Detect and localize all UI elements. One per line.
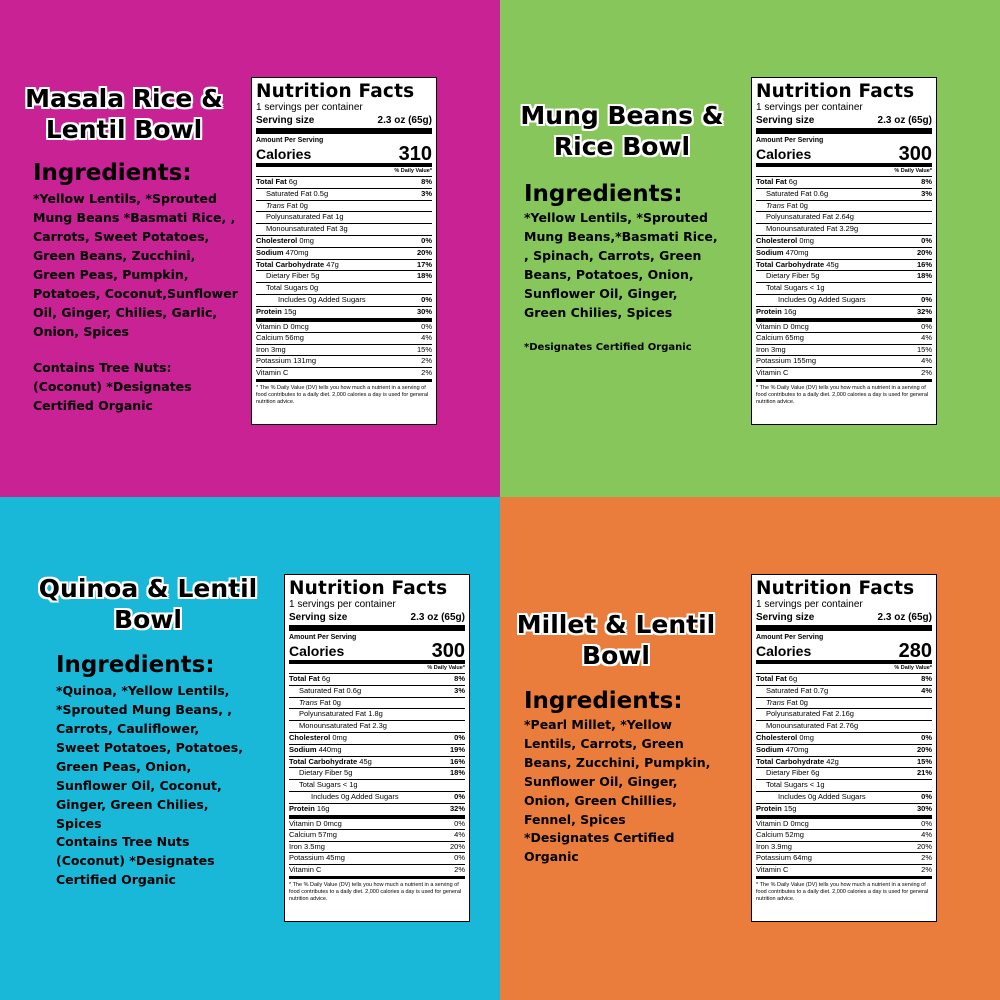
nutrient-name: Monounsaturated Fat [766, 224, 838, 234]
nutrient-name: Dietary Fiber [766, 271, 809, 281]
trans-fat-row: Trans Fat 0g [756, 201, 932, 213]
nutrient-amount: 45g [824, 259, 839, 269]
calories-row: Calories 310 [256, 143, 432, 165]
calories-row: Calories 300 [289, 640, 465, 662]
nutrient-dv: 0% [921, 321, 932, 331]
nutrient-dv: 2% [421, 367, 432, 377]
servings-per-container: 1 servings per container [756, 599, 863, 610]
saturated-fat-row [756, 686, 932, 698]
nutrient-amount: 65mg [783, 333, 804, 343]
product-panel-quinoa [0, 497, 500, 1000]
vitamin-d-row [289, 819, 465, 831]
serving-size: Serving size 2.3 oz (65g) [756, 114, 932, 134]
nutrient-dv: 0% [454, 732, 465, 742]
nutrient-dv: 8% [921, 177, 932, 186]
nutrient-dv: 19% [449, 744, 465, 754]
nutrient-name: Iron [256, 344, 269, 354]
nutrient-name: Iron [289, 841, 302, 851]
daily-value-footnote: * The % Daily Value (DV) tells you how much a nutrient in a serving of food contributes to a daily diet. 2,000 calories a day is used for general nutrition advice. [756, 384, 929, 405]
protein-row [756, 804, 932, 819]
nutrient-dv: 4% [921, 356, 932, 366]
serving-size: Serving size 2.3 oz (65g) [756, 611, 932, 631]
nutrient-dv: 16% [449, 756, 465, 766]
nutrient-name: Total Carbohydrate [756, 756, 825, 766]
nutrient-name: Calcium [289, 830, 317, 840]
serving-size: Serving size 2.3 oz (65g) [256, 114, 432, 134]
nutrient-name: Polyunsaturated Fat [266, 212, 334, 222]
total-sugars-row [756, 283, 932, 295]
sodium-row [756, 248, 932, 260]
nutrient-amount: 2.76g [837, 721, 859, 731]
servings-per-container: 1 servings per container [756, 102, 863, 113]
nutrient-amount: 0.5g [311, 188, 329, 198]
nutrient-dv: 0% [421, 321, 432, 331]
organic-note: *Designates Certified Organic [524, 342, 692, 353]
vitamin-d-row [256, 322, 432, 334]
nutrient-dv: 4% [921, 333, 932, 343]
trans-fat-row: Trans Fat 0g [756, 698, 932, 710]
nutrient-name: Protein [756, 306, 782, 316]
iron-row [256, 345, 432, 357]
potassium-row [756, 356, 932, 368]
nutrient-amount: 5g [341, 768, 353, 778]
nutrient-name: Sodium [289, 744, 317, 754]
sodium-row [256, 248, 432, 260]
nutrient-amount: 57mg [316, 830, 337, 840]
trans-fat-row: Trans Fat 0g [256, 201, 432, 213]
daily-value-header: % Daily Value* [756, 664, 932, 674]
nutrient-name: Polyunsaturated Fat [766, 709, 834, 719]
nutrient-dv: 16% [916, 259, 932, 269]
nutrient-amount: 0.7g [811, 685, 829, 695]
nutrient-dv: 30% [916, 803, 932, 813]
allergen-note: Contains Tree Nuts (Coconut) *Designates Certified Organic [56, 834, 215, 887]
nutrient-dv: 0% [454, 853, 465, 863]
nutrient-name: Vitamin C [289, 864, 322, 874]
nutrient-name: Total Sugars [266, 283, 308, 293]
vitamin-c-row [256, 368, 432, 382]
nutrient-name: Monounsaturated Fat [266, 224, 338, 234]
nutrient-amount: < 1g [807, 283, 825, 293]
vitamin-d-row [756, 819, 932, 831]
organic-note: *Designates Certified Organic [524, 830, 675, 864]
nutrient-amount: 0.6g [811, 188, 829, 198]
nutrient-amount: 0mg [797, 732, 814, 742]
product-title: Mung Beans & Rice Bowl [520, 101, 724, 161]
vitamin-c-row [756, 865, 932, 879]
nutrient-name: Vitamin D [756, 321, 789, 331]
nutrient-dv: 8% [454, 674, 465, 683]
vitamin-c-row [289, 865, 465, 879]
product-title: Quinoa & Lentil Bowl [38, 574, 258, 634]
nutrient-name: Cholesterol [256, 235, 298, 245]
total-fat-row [756, 177, 932, 189]
monounsaturated-fat-row [289, 721, 465, 733]
nutrient-amount: 155mg [791, 356, 817, 366]
total-carbohydrate-row [289, 757, 465, 769]
amount-per-serving: Amount Per Serving [756, 137, 824, 144]
nutrient-dv: 2% [921, 367, 932, 377]
nutrient-dv: 0% [454, 818, 465, 828]
nutrient-name: Vitamin D [289, 818, 322, 828]
nutrient-name: Sodium [756, 247, 784, 257]
total-sugars-row [756, 780, 932, 792]
nutrient-dv: 3% [454, 685, 465, 695]
cholesterol-row [756, 733, 932, 745]
nutrition-facts-title: Nutrition Facts [289, 578, 448, 599]
cholesterol-row [256, 236, 432, 248]
total-fat-row [289, 674, 465, 686]
total-carbohydrate-row [756, 757, 932, 769]
nutrient-amount: 3mg [768, 344, 786, 354]
nutrient-amount: 16g [314, 803, 330, 813]
nutrient-name: Protein [289, 803, 315, 813]
nutrient-amount: 15g [781, 803, 797, 813]
nutrient-amount: 5g [308, 271, 320, 281]
nutrition-facts-title: Nutrition Facts [756, 81, 915, 102]
potassium-row [756, 853, 932, 865]
nutrient-dv: 20% [416, 247, 432, 257]
nutrient-dv: 8% [421, 177, 432, 186]
nutrient-dv: 2% [454, 864, 465, 874]
calories-value: 300 [898, 143, 932, 165]
protein-row [289, 804, 465, 819]
nutrient-name: Total Carbohydrate [256, 259, 325, 269]
product-panel-masala [0, 0, 500, 497]
nutrient-name: Total Carbohydrate [289, 756, 358, 766]
nutrient-name: Total Fat [756, 674, 787, 683]
nutrient-amount: 3.5mg [301, 841, 325, 851]
serving-size: Serving size 2.3 oz (65g) [289, 611, 465, 631]
nutrient-name: Polyunsaturated Fat [299, 709, 367, 719]
calories-row: Calories 300 [756, 143, 932, 165]
nutrient-amount: 6g [286, 177, 298, 186]
nutrient-dv: 32% [449, 803, 465, 813]
polyunsaturated-fat-row [289, 709, 465, 721]
nutrient-amount: 0mcg [288, 321, 309, 331]
total-sugars-row [256, 283, 432, 295]
nutrient-name: Dietary Fiber [266, 271, 309, 281]
nutrient-dv: 30% [416, 306, 432, 316]
nutrient-amount: 3.9mg [768, 841, 792, 851]
nutrient-amount: 2.16g [833, 709, 854, 719]
product-panel-millet [500, 497, 1000, 1000]
nutrient-name: Sodium [756, 744, 784, 754]
nutrient-name: Cholesterol [289, 732, 331, 742]
product-title: Millet & Lentil Bowl [516, 610, 716, 670]
nutrient-name: Potassium [256, 356, 292, 366]
nutrient-amount: 64mg [791, 853, 812, 863]
ingredients-text: *Quinoa, *Yellow Lentils, *Sprouted Mung Beans, , Carrots, Cauliflower, Sweet Potatoes, Potatoes, Green Peas, Onion, Sunflower Oil, Coconut, Ginger, Green Chilies, Spices [56, 683, 243, 831]
nutrient-amount: 2.64g [833, 212, 854, 222]
nutrient-dv: 18% [449, 768, 465, 778]
product-title: Masala Rice & Lentil Bowl [25, 84, 223, 144]
calories-row: Calories 280 [756, 640, 932, 662]
nutrient-amount: 131mg [291, 356, 317, 366]
nutrient-amount: 3.29g [837, 224, 859, 234]
nutrient-name: Calcium [756, 830, 784, 840]
saturated-fat-row [256, 189, 432, 201]
polyunsaturated-fat-row [756, 212, 932, 224]
nutrient-dv: 0% [921, 235, 932, 245]
product-panel-mung-beans [500, 0, 1000, 497]
nutrient-name: Dietary Fiber [766, 768, 809, 778]
protein-row [256, 307, 432, 322]
nutrient-name: Saturated Fat [766, 188, 812, 198]
servings-per-container: 1 servings per container [256, 102, 363, 113]
nutrient-amount: 0mg [797, 235, 814, 245]
nutrient-name: Cholesterol [756, 235, 798, 245]
nutrient-name: Iron [756, 841, 769, 851]
dietary-fiber-row [756, 271, 932, 283]
protein-row [756, 307, 932, 322]
iron-row [289, 842, 465, 854]
nutrient-name: Vitamin D [756, 818, 789, 828]
nutrient-dv: 4% [421, 333, 432, 343]
servings-per-container: 1 servings per container [289, 599, 396, 610]
nutrient-dv: 3% [421, 188, 432, 198]
nutrient-amount: 2.3g [370, 721, 387, 731]
nutrient-amount: 0mg [330, 732, 347, 742]
dietary-fiber-row [756, 768, 932, 780]
nutrient-amount: 56mg [283, 333, 304, 343]
daily-value-footnote: * The % Daily Value (DV) tells you how much a nutrient in a serving of food contributes to a daily diet. 2,000 calories a day is used for general nutrition advice. [256, 384, 429, 405]
nutrient-name: Total Fat [256, 177, 287, 186]
nutrient-dv: 8% [921, 674, 932, 683]
amount-per-serving: Amount Per Serving [289, 634, 357, 641]
sodium-row [756, 745, 932, 757]
nutrient-name: Vitamin C [256, 367, 289, 377]
nutrient-dv: 4% [921, 685, 932, 695]
potassium-row [289, 853, 465, 865]
nutrient-amount: 42g [824, 756, 839, 766]
calories-value: 310 [398, 143, 432, 165]
nutrient-amount: 6g [786, 177, 798, 186]
nutrition-facts-title: Nutrition Facts [756, 578, 915, 599]
nutrient-name: Polyunsaturated Fat [766, 212, 834, 222]
nutrient-amount: 0.6g [344, 685, 362, 695]
nutrition-label [284, 574, 470, 922]
allergen-note: Contains Tree Nuts: (Coconut) *Designates Certified Organic [33, 360, 192, 413]
nutrient-name: Total Sugars [299, 780, 341, 790]
daily-value-header: % Daily Value* [256, 167, 432, 177]
nutrient-dv: 0% [921, 732, 932, 742]
nutrition-facts-title: Nutrition Facts [256, 81, 415, 102]
total-fat-row [756, 674, 932, 686]
calories-value: 280 [898, 640, 932, 662]
trans-fat-row: Trans Fat 0g [289, 698, 465, 710]
nutrient-dv: 20% [449, 841, 465, 851]
nutrient-amount: 15g [281, 306, 297, 316]
added-sugars-row: Includes 0g Added Sugars 0% [756, 792, 932, 804]
polyunsaturated-fat-row [756, 709, 932, 721]
nutrient-name: Vitamin C [756, 864, 789, 874]
vitamin-c-row [756, 368, 932, 382]
nutrient-amount: 6g [808, 768, 820, 778]
nutrient-dv: 3% [921, 188, 932, 198]
nutrient-name: Vitamin D [256, 321, 289, 331]
total-fat-row [256, 177, 432, 189]
nutrient-name: Protein [256, 306, 282, 316]
daily-value-header: % Daily Value* [756, 167, 932, 177]
nutrition-label [751, 574, 937, 922]
nutrient-name: Total Sugars [766, 283, 808, 293]
nutrient-name: Total Fat [289, 674, 320, 683]
nutrient-name: Iron [756, 344, 769, 354]
nutrient-amount: 6g [319, 674, 331, 683]
nutrient-dv: 15% [916, 344, 932, 354]
vitamin-d-row [756, 322, 932, 334]
nutrient-amount: 0mg [297, 235, 314, 245]
nutrient-name: Total Fat [756, 177, 787, 186]
nutrient-amount: 470mg [283, 247, 309, 257]
nutrient-dv: 0% [421, 235, 432, 245]
calcium-row [756, 333, 932, 345]
added-sugars-row: Includes 0g Added Sugars 0% [256, 295, 432, 307]
nutrient-amount: 0g [307, 283, 319, 293]
nutrient-dv: 18% [416, 271, 432, 281]
cholesterol-row [289, 733, 465, 745]
added-sugars-row: Includes 0g Added Sugars 0% [289, 792, 465, 804]
nutrient-amount: 0mcg [321, 818, 342, 828]
nutrient-amount: 3g [337, 224, 348, 234]
nutrient-amount: 470mg [783, 744, 809, 754]
nutrient-dv: 17% [416, 259, 432, 269]
ingredients-heading: Ingredients: [524, 688, 683, 714]
calories-value: 300 [431, 640, 465, 662]
nutrient-amount: 1g [333, 212, 344, 222]
potassium-row [256, 356, 432, 368]
nutrient-amount: 52mg [783, 830, 804, 840]
nutrient-dv: 20% [916, 247, 932, 257]
nutrient-amount: 0mcg [788, 818, 809, 828]
nutrient-dv: 4% [454, 830, 465, 840]
nutrient-name: Dietary Fiber [299, 768, 342, 778]
amount-per-serving: Amount Per Serving [756, 634, 824, 641]
ingredients-text: *Yellow Lentils, *Sprouted Mung Beans,*Basmati Rice, , Spinach, Carrots, Green Beans, Potatoes, Onion, Sunflower Oil, Ginger, Green Chilies, Spices [524, 210, 718, 320]
dietary-fiber-row [289, 768, 465, 780]
iron-row [756, 842, 932, 854]
nutrient-name: Saturated Fat [266, 188, 312, 198]
nutrient-name: Total Sugars [766, 780, 808, 790]
nutrient-name: Calcium [256, 333, 284, 343]
nutrient-dv: 15% [416, 344, 432, 354]
daily-value-header: % Daily Value* [289, 664, 465, 674]
nutrient-name: Potassium [756, 853, 792, 863]
nutrient-amount: 6g [786, 674, 798, 683]
nutrient-amount: 1.8g [366, 709, 383, 719]
nutrient-name: Sodium [256, 247, 284, 257]
nutrient-dv: 20% [916, 841, 932, 851]
nutrient-amount: 5g [808, 271, 820, 281]
nutrient-dv: 20% [916, 744, 932, 754]
nutrient-name: Vitamin C [756, 367, 789, 377]
nutrient-name: Potassium [756, 356, 792, 366]
nutrient-name: Monounsaturated Fat [299, 721, 371, 731]
calcium-row [756, 830, 932, 842]
nutrition-label [751, 77, 937, 425]
nutrient-name: Cholesterol [756, 732, 798, 742]
nutrient-amount: 47g [324, 259, 339, 269]
nutrient-name: Potassium [289, 853, 325, 863]
sodium-row [289, 745, 465, 757]
ingredients-text: *Yellow Lentils, *Sprouted Mung Beans *Basmati Rice, , Carrots, Sweet Potatoes, Green Beans, Zucchini, Green Peas, Pumpkin, Potatoes, Coconut,Sunflower Oil, Ginger, Chilies, Garlic, Onion, Spices [33, 191, 238, 339]
nutrient-amount: 16g [781, 306, 797, 316]
nutrient-name: Monounsaturated Fat [766, 721, 838, 731]
nutrient-amount: 3mg [268, 344, 286, 354]
ingredients-heading: Ingredients: [524, 181, 683, 207]
iron-row [756, 345, 932, 357]
nutrient-name: Total Carbohydrate [756, 259, 825, 269]
nutrient-dv: 21% [916, 768, 932, 778]
daily-value-footnote: * The % Daily Value (DV) tells you how much a nutrient in a serving of food contributes to a daily diet. 2,000 calories a day is used for general nutrition advice. [289, 881, 462, 902]
amount-per-serving: Amount Per Serving [256, 137, 324, 144]
saturated-fat-row [289, 686, 465, 698]
total-sugars-row [289, 780, 465, 792]
dietary-fiber-row [256, 271, 432, 283]
ingredients-heading: Ingredients: [56, 652, 215, 678]
nutrient-name: Saturated Fat [299, 685, 345, 695]
nutrient-dv: 2% [421, 356, 432, 366]
nutrient-amount: < 1g [340, 780, 358, 790]
nutrient-amount: 45g [357, 756, 372, 766]
nutrition-label [251, 77, 437, 425]
nutrient-dv: 32% [916, 306, 932, 316]
nutrient-amount: 0mcg [788, 321, 809, 331]
nutrient-dv: 4% [921, 830, 932, 840]
nutrient-name: Calcium [756, 333, 784, 343]
saturated-fat-row [756, 189, 932, 201]
monounsaturated-fat-row [756, 721, 932, 733]
nutrient-dv: 18% [916, 271, 932, 281]
nutrient-amount: 470mg [783, 247, 809, 257]
ingredients-text: *Pearl Millet, *Yellow Lentils, Carrots, Green Beans, Zucchini, Pumpkin, Sunflower Oil, Ginger, Onion, Green Chillies, Fennel, Spices [524, 717, 711, 827]
polyunsaturated-fat-row [256, 212, 432, 224]
nutrient-dv: 15% [916, 756, 932, 766]
nutrient-amount: < 1g [807, 780, 825, 790]
nutrient-dv: 0% [921, 818, 932, 828]
cholesterol-row [756, 236, 932, 248]
monounsaturated-fat-row [256, 224, 432, 236]
nutrient-name: Saturated Fat [766, 685, 812, 695]
daily-value-footnote: * The % Daily Value (DV) tells you how much a nutrient in a serving of food contributes to a daily diet. 2,000 calories a day is used for general nutrition advice. [756, 881, 929, 902]
nutrient-amount: 440mg [316, 744, 342, 754]
ingredients-heading: Ingredients: [33, 160, 192, 186]
monounsaturated-fat-row [756, 224, 932, 236]
nutrient-dv: 2% [921, 853, 932, 863]
added-sugars-row: Includes 0g Added Sugars 0% [756, 295, 932, 307]
total-carbohydrate-row [256, 260, 432, 272]
calcium-row [289, 830, 465, 842]
calcium-row [256, 333, 432, 345]
nutrient-name: Protein [756, 803, 782, 813]
total-carbohydrate-row [756, 260, 932, 272]
nutrient-amount: 45mg [324, 853, 345, 863]
nutrient-dv: 2% [921, 864, 932, 874]
